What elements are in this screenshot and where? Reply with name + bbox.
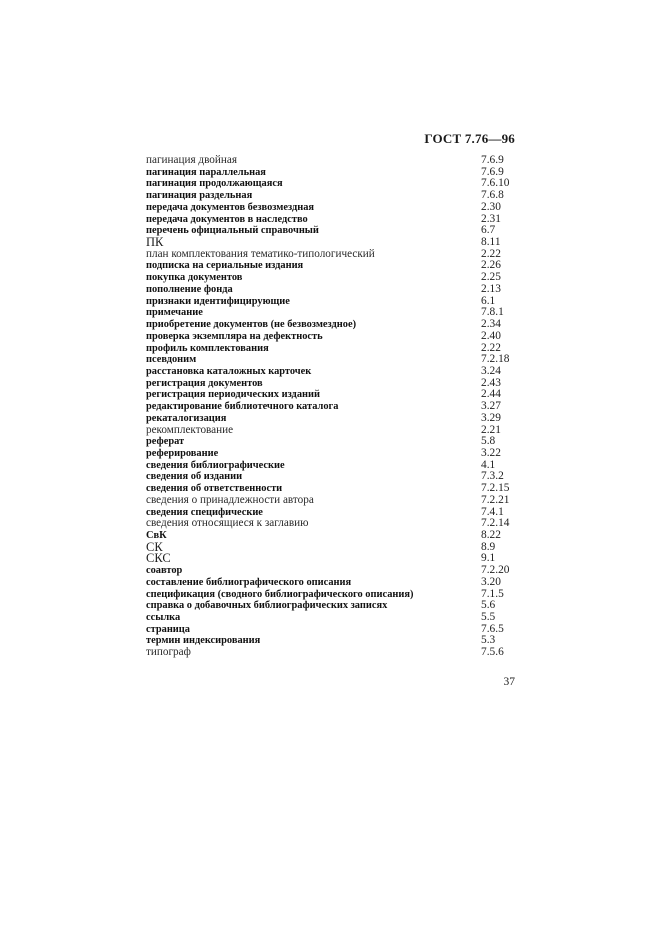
index-term: справка о добавочных библиографических записях	[146, 600, 388, 612]
index-reference: 7.6.8	[481, 189, 504, 202]
index-reference: 7.5.6	[481, 646, 504, 659]
index-entry	[146, 577, 518, 589]
index-reference: 7.2.14	[481, 517, 510, 530]
index-reference: 8.22	[481, 529, 501, 541]
index-term: термин индексирования	[146, 635, 261, 647]
index-reference: 2.31	[481, 212, 501, 225]
index-entry	[146, 539, 518, 554]
index-reference: 7.2.18	[481, 353, 510, 366]
index-reference: 7.6.9	[481, 165, 504, 178]
index-term: пагинация двойная	[146, 154, 237, 166]
index-entry	[146, 249, 518, 261]
index-entry	[146, 366, 518, 378]
index-entry	[146, 225, 518, 237]
index-term: регистрация документов	[146, 377, 263, 389]
index-reference: 6.1	[481, 294, 496, 307]
index-reference: 7.1.5	[481, 587, 504, 600]
index-entry	[146, 471, 518, 483]
index-term: псевдоним	[146, 354, 197, 366]
index-term: сведения об издании	[146, 471, 243, 483]
index-term: СКС	[146, 551, 171, 566]
index-term: сведения библиографические	[146, 459, 285, 471]
index-reference: 2.13	[481, 282, 501, 295]
index-term: спецификация (сводного библиографического описания)	[146, 588, 414, 600]
index-entry	[146, 389, 518, 401]
index-entry	[146, 413, 518, 425]
index-term: редактирование библиотечного каталога	[146, 401, 339, 413]
index-reference: 2.34	[481, 318, 501, 331]
index-reference: 3.24	[481, 364, 501, 377]
index-term: приобретение документов (не безвозмездное)	[146, 319, 357, 331]
index-reference: 3.27	[481, 400, 501, 413]
index-entry	[146, 331, 518, 343]
index-entry	[146, 343, 518, 355]
index-term: ссылка	[146, 612, 181, 624]
index-entry	[146, 284, 518, 296]
index-term: пагинация параллельная	[146, 166, 266, 178]
index-reference: 3.29	[481, 411, 501, 424]
index-entry	[146, 378, 518, 390]
index-term: реферат	[146, 436, 185, 448]
index-term: рекаталогизация	[146, 412, 227, 424]
index-reference: 5.8	[481, 435, 496, 448]
index-reference: 4.1	[481, 458, 496, 471]
index-term: пополнение фонда	[146, 283, 233, 295]
page-number: 37	[503, 676, 515, 688]
index-reference: 8.9	[481, 540, 496, 553]
index-term: перечень официальный справочный	[146, 225, 319, 237]
index-term: страница	[146, 623, 190, 635]
index-term: ПК	[146, 235, 164, 250]
index-entry	[146, 214, 518, 226]
index-entry	[146, 260, 518, 272]
index-term: подписка на сериальные издания	[146, 260, 304, 272]
index-entry	[146, 647, 518, 659]
index-entry	[146, 425, 518, 437]
index-entry	[146, 612, 518, 624]
index-reference: 3.22	[481, 446, 501, 459]
index-reference: 9.1	[481, 552, 496, 565]
index-entry	[146, 518, 518, 530]
index-reference: 7.6.9	[481, 154, 504, 166]
index-reference: 2.22	[481, 341, 501, 354]
index-reference: 5.6	[481, 599, 496, 612]
index-entry	[146, 530, 518, 542]
index-reference: 2.26	[481, 259, 501, 272]
index-term: соавтор	[146, 565, 183, 577]
index-entry	[146, 624, 518, 636]
index-reference: 2.30	[481, 200, 501, 213]
index-entry	[146, 272, 518, 284]
index-term: сведения специфические	[146, 506, 263, 518]
index-entry	[146, 237, 518, 249]
index-reference: 7.4.1	[481, 505, 504, 518]
index-entry	[146, 319, 518, 331]
index-term: реферирование	[146, 447, 219, 459]
index-reference: 2.25	[481, 271, 501, 284]
index-reference: 7.6.10	[481, 177, 510, 190]
index-reference: 2.21	[481, 423, 501, 436]
index-entry	[146, 600, 518, 612]
index-term: сведения о принадлежности автора	[146, 493, 314, 506]
index-term: типограф	[146, 646, 191, 659]
index-term: рекомплектование	[146, 423, 234, 436]
document-code: ГОСТ 7.76—96	[424, 131, 515, 146]
index-reference: 2.44	[481, 388, 501, 401]
index-reference: 5.5	[481, 611, 496, 624]
term-index-list	[146, 155, 518, 659]
index-term: примечание	[146, 307, 203, 319]
index-term: регистрация периодических изданий	[146, 389, 320, 401]
index-term: передача документов в наследство	[146, 213, 308, 225]
index-term: признаки идентифицирующие	[146, 295, 290, 307]
index-entry	[146, 401, 518, 413]
index-term: проверка экземпляра на дефектность	[146, 330, 323, 342]
index-entry	[146, 202, 518, 214]
index-term: СвК	[146, 530, 167, 541]
index-entry	[146, 167, 518, 179]
index-term: расстановка каталожных карточек	[146, 365, 312, 377]
index-entry	[146, 448, 518, 460]
index-reference: 6.7	[481, 224, 496, 237]
index-term: передача документов безвозмездная	[146, 201, 315, 213]
index-term: пагинация продолжающаяся	[146, 178, 283, 190]
index-reference: 7.3.2	[481, 470, 504, 483]
index-entry	[146, 296, 518, 308]
index-reference: 2.40	[481, 329, 501, 342]
index-reference: 5.3	[481, 634, 496, 647]
index-reference: 7.8.1	[481, 306, 504, 319]
index-term: план комплектования тематико-типологический	[146, 247, 375, 260]
index-entry	[146, 436, 518, 448]
index-entry	[146, 495, 518, 507]
index-entry	[146, 589, 518, 601]
index-reference: 8.11	[481, 236, 501, 249]
index-term: сведения об ответственности	[146, 483, 283, 495]
index-entry	[146, 565, 518, 577]
index-term: покупка документов	[146, 272, 243, 284]
index-entry	[146, 460, 518, 472]
index-entry	[146, 307, 518, 319]
index-reference: 7.2.21	[481, 493, 510, 506]
index-reference: 3.20	[481, 575, 501, 588]
index-reference: 2.22	[481, 247, 501, 260]
index-reference: 2.43	[481, 376, 501, 389]
index-entry	[146, 155, 518, 167]
index-term: СК	[146, 539, 163, 554]
index-entry	[146, 190, 518, 202]
index-term: сведения относящиеся к заглавию	[146, 517, 309, 530]
index-term: профиль комплектования	[146, 342, 269, 354]
index-entry	[146, 354, 518, 366]
index-reference: 7.2.20	[481, 564, 510, 577]
index-term: пагинация раздельная	[146, 190, 253, 202]
index-term: составление библиографического описания	[146, 576, 352, 588]
index-reference: 7.6.5	[481, 622, 504, 635]
index-entry	[146, 635, 518, 647]
index-entry	[146, 178, 518, 190]
index-reference: 7.2.15	[481, 482, 510, 495]
index-entry	[146, 553, 518, 565]
